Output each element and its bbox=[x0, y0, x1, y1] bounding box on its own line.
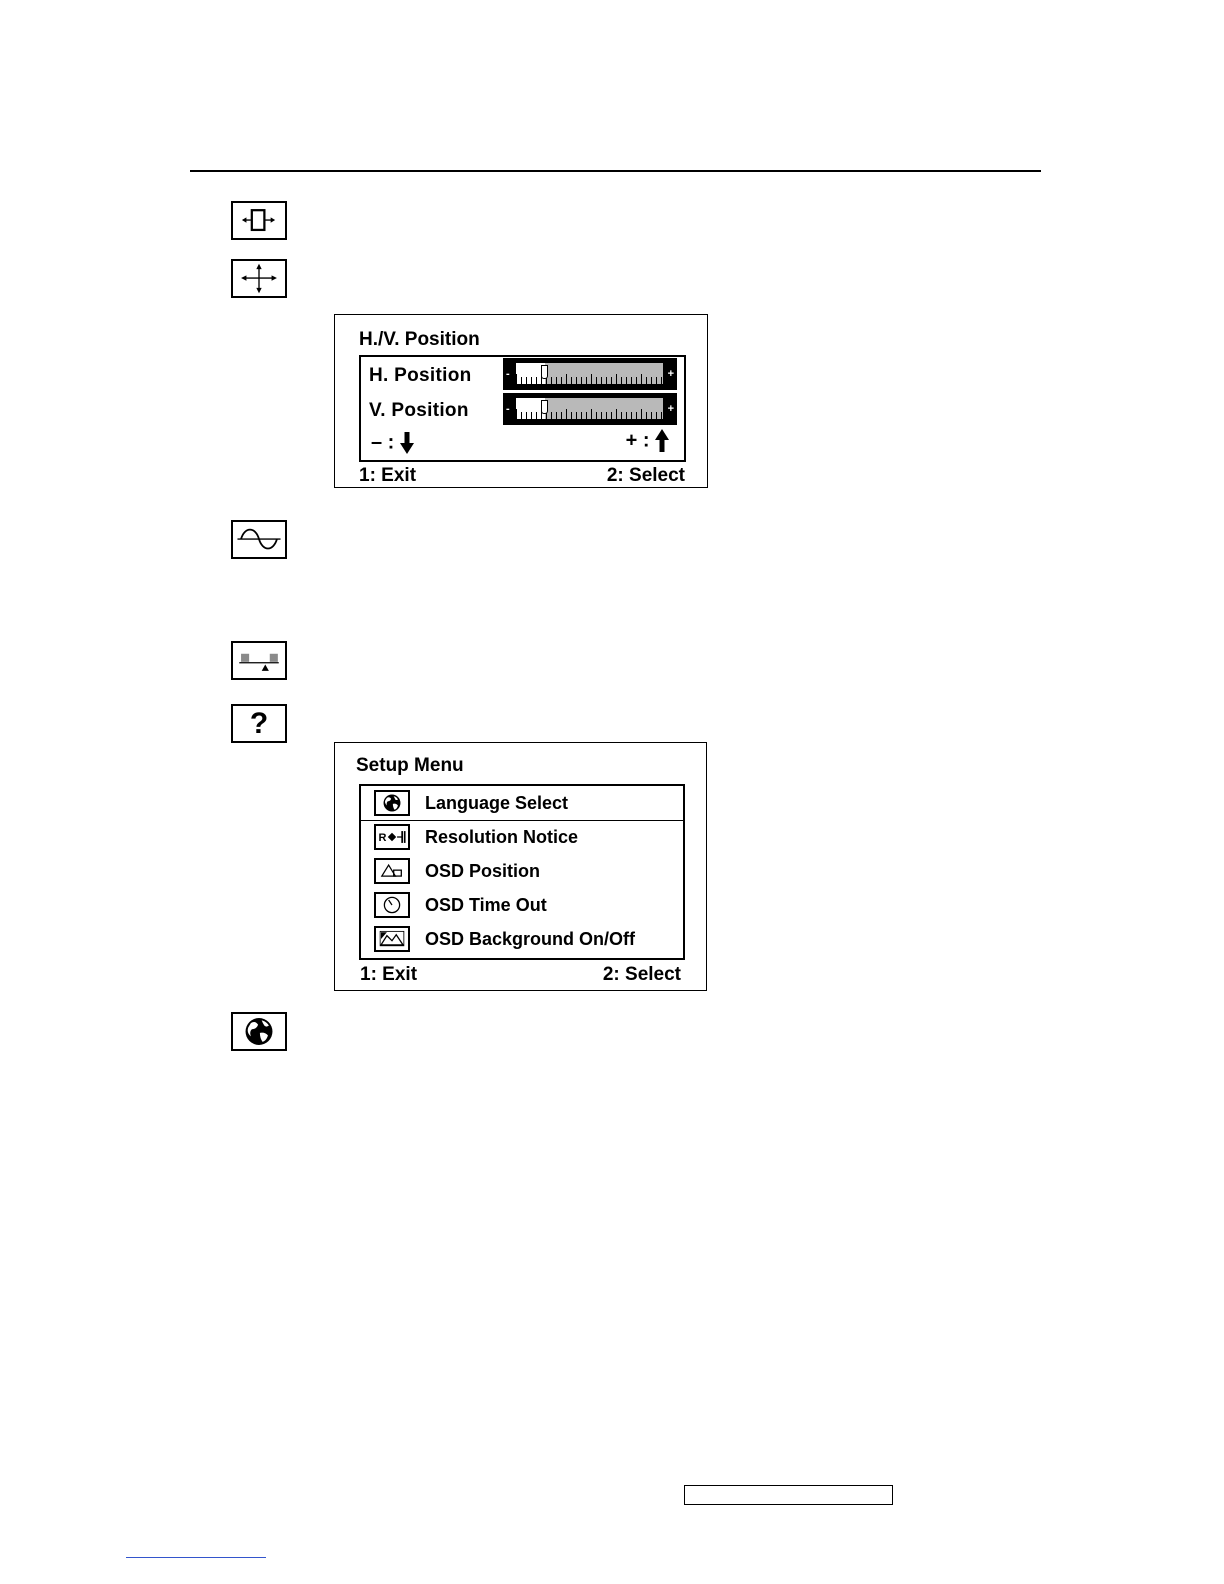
sharpness-icon bbox=[231, 641, 287, 680]
slider-track bbox=[516, 398, 663, 419]
setup-menu-osd bbox=[334, 742, 707, 991]
globe-icon bbox=[374, 790, 410, 816]
question-mark-icon bbox=[231, 704, 287, 743]
h-position-slider[interactable] bbox=[503, 358, 677, 390]
slider-major-ticks bbox=[516, 409, 663, 419]
select-hint: 2: Select bbox=[606, 465, 685, 486]
slider-minus-glyph: - bbox=[506, 368, 510, 380]
osd-position-icon bbox=[374, 858, 410, 884]
setup-item-label: Language Select bbox=[425, 793, 569, 813]
question-mark-glyph: ? bbox=[249, 707, 269, 740]
minus-hint-text: – : bbox=[371, 431, 395, 454]
minus-hint bbox=[371, 431, 415, 457]
osd-panel bbox=[359, 355, 686, 462]
setup-menu-list bbox=[359, 784, 685, 960]
exit-hint: 1: Exit bbox=[359, 465, 417, 486]
plus-hint-text: + : bbox=[625, 429, 650, 452]
slider-major-ticks bbox=[516, 374, 663, 384]
osd-title: Setup Menu bbox=[356, 755, 464, 776]
v-position-slider[interactable] bbox=[503, 393, 677, 425]
slider-minus-glyph: - bbox=[506, 403, 510, 415]
slider-plus-glyph: + bbox=[667, 403, 674, 415]
arrow-down-icon bbox=[399, 431, 415, 455]
resolution-letter: R bbox=[378, 832, 387, 845]
arrow-up-icon bbox=[654, 429, 670, 453]
setup-item-language-select[interactable] bbox=[361, 786, 683, 821]
h-position-label: H. Position bbox=[369, 365, 472, 386]
osd-background-icon bbox=[374, 926, 410, 952]
top-rule bbox=[190, 170, 1041, 172]
setup-item-label: Resolution Notice bbox=[425, 827, 579, 847]
resolution-notice-icon bbox=[374, 824, 410, 850]
footer-box bbox=[684, 1485, 893, 1505]
osd-title: H./V. Position bbox=[359, 329, 480, 350]
exit-hint: 1: Exit bbox=[360, 964, 418, 985]
setup-item-label: OSD Time Out bbox=[425, 895, 547, 915]
slider-thumb[interactable] bbox=[541, 365, 548, 379]
setup-item-osd-position[interactable] bbox=[361, 854, 683, 888]
slider-track bbox=[516, 363, 663, 384]
setup-item-osd-background[interactable] bbox=[361, 922, 683, 956]
setup-item-label: OSD Background On/Off bbox=[425, 929, 636, 949]
bottom-link-line bbox=[126, 1557, 266, 1558]
v-position-label: V. Position bbox=[369, 400, 469, 421]
slider-thumb[interactable] bbox=[541, 400, 548, 414]
plus-hint bbox=[626, 429, 670, 455]
globe-icon bbox=[231, 1012, 287, 1051]
hv-position-icon bbox=[231, 259, 287, 298]
select-hint: 2: Select bbox=[602, 964, 681, 985]
sine-wave-icon bbox=[231, 520, 287, 559]
horizontal-size-icon bbox=[231, 201, 287, 240]
setup-item-label: OSD Position bbox=[425, 861, 541, 881]
slider-plus-glyph: + bbox=[667, 368, 674, 380]
hv-position-osd bbox=[334, 314, 708, 488]
clock-icon bbox=[374, 892, 410, 918]
setup-item-resolution-notice[interactable] bbox=[361, 820, 683, 854]
setup-item-osd-time-out[interactable] bbox=[361, 888, 683, 922]
